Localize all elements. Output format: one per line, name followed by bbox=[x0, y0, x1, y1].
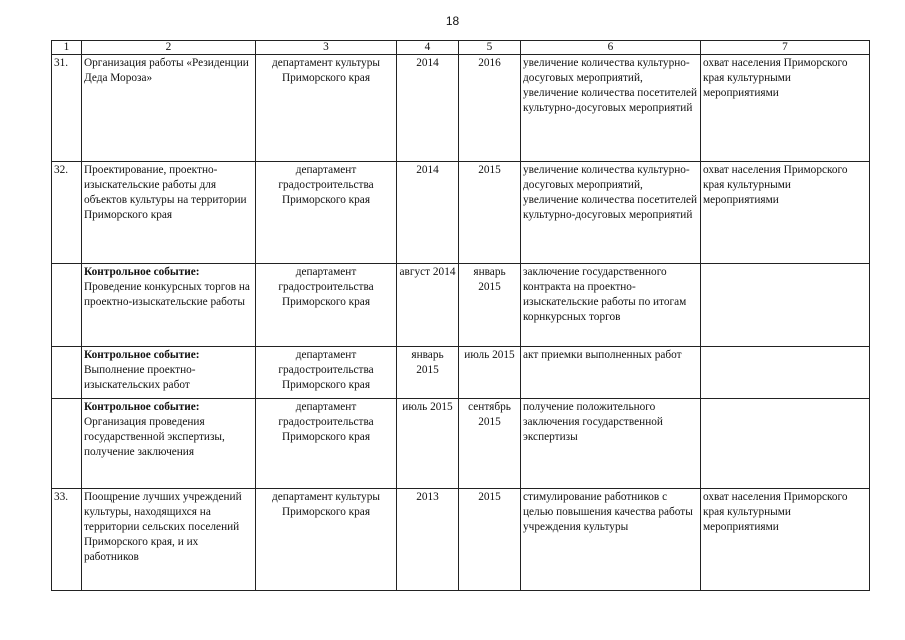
table-row bbox=[52, 55, 870, 162]
responsible-department: департамент культуры Приморского края bbox=[256, 489, 397, 591]
control-event bbox=[82, 264, 256, 347]
header-col-1: 1 bbox=[52, 41, 82, 55]
responsible-department: департамент градостроительства Приморского края bbox=[256, 347, 397, 399]
header-col-4: 4 bbox=[397, 41, 459, 55]
measure-name: Проектирование, проектно-изыскательские работы для объектов культуры на территории Приморского края bbox=[82, 162, 256, 264]
responsible-department: департамент градостроительства Приморского края bbox=[256, 264, 397, 347]
indicator: охват населения Приморского края культурными мероприятиями bbox=[701, 55, 870, 162]
responsible-department: департамент культуры Приморского края bbox=[256, 55, 397, 162]
header-row bbox=[52, 41, 870, 55]
expected-result: получение положительного заключения государственной экспертизы bbox=[521, 399, 701, 489]
expected-result: акт приемки выполненных работ bbox=[521, 347, 701, 399]
indicator bbox=[701, 264, 870, 347]
end-date: 2016 bbox=[459, 55, 521, 162]
control-event bbox=[82, 399, 256, 489]
control-event-text: Выполнение проектно-изыскательских работ bbox=[84, 364, 196, 391]
end-date: январь 2015 bbox=[459, 264, 521, 347]
control-event-text: Организация проведения государственной экспертизы, получение заключения bbox=[84, 416, 225, 458]
table-row bbox=[52, 489, 870, 591]
start-date: 2013 bbox=[397, 489, 459, 591]
table-row bbox=[52, 399, 870, 489]
control-event-label: Контрольное событие: bbox=[84, 266, 200, 278]
indicator: охват населения Приморского края культурными мероприятиями bbox=[701, 489, 870, 591]
end-date: 2015 bbox=[459, 489, 521, 591]
table-row bbox=[52, 162, 870, 264]
row-number bbox=[52, 399, 82, 489]
row-number bbox=[52, 347, 82, 399]
table-row bbox=[52, 264, 870, 347]
row-number: 31. bbox=[52, 55, 82, 162]
header-col-3: 3 bbox=[256, 41, 397, 55]
table-row bbox=[52, 347, 870, 399]
expected-result: увеличение количества культурно-досуговых мероприятий, увеличение количества посетителей культурно-досуговых мероприятий bbox=[521, 162, 701, 264]
row-number bbox=[52, 264, 82, 347]
end-date: сентябрь 2015 bbox=[459, 399, 521, 489]
end-date: 2015 bbox=[459, 162, 521, 264]
indicator bbox=[701, 347, 870, 399]
control-event-label: Контрольное событие: bbox=[84, 401, 200, 413]
start-date: 2014 bbox=[397, 55, 459, 162]
control-event-label: Контрольное событие: bbox=[84, 349, 200, 361]
control-event-text: Проведение конкурсных торгов на проектно-изыскательские работы bbox=[84, 281, 250, 308]
indicator bbox=[701, 399, 870, 489]
measure-name: Поощрение лучших учреждений культуры, находящихся на территории сельских поселений Приморского края, и их работников bbox=[82, 489, 256, 591]
row-number: 33. bbox=[52, 489, 82, 591]
header-col-2: 2 bbox=[82, 41, 256, 55]
start-date: январь 2015 bbox=[397, 347, 459, 399]
start-date: 2014 bbox=[397, 162, 459, 264]
row-number: 32. bbox=[52, 162, 82, 264]
expected-result: увеличение количества культурно-досуговых мероприятий, увеличение количества посетителей культурно-досуговых мероприятий bbox=[521, 55, 701, 162]
end-date: июль 2015 bbox=[459, 347, 521, 399]
expected-result: заключение государственного контракта на проектно-изыскательские работы по итогам корнкурсных торгов bbox=[521, 264, 701, 347]
indicator: охват населения Приморского края культурными мероприятиями bbox=[701, 162, 870, 264]
measure-name: Организация работы «Резиденции Деда Мороза» bbox=[82, 55, 256, 162]
header-col-7: 7 bbox=[701, 41, 870, 55]
page-number: 18 bbox=[445, 14, 460, 28]
measures-table bbox=[51, 40, 870, 591]
responsible-department: департамент градостроительства Приморского края bbox=[256, 162, 397, 264]
start-date: август 2014 bbox=[397, 264, 459, 347]
start-date: июль 2015 bbox=[397, 399, 459, 489]
control-event bbox=[82, 347, 256, 399]
expected-result: стимулирование работников с целью повышения качества работы учреждения культуры bbox=[521, 489, 701, 591]
header-col-6: 6 bbox=[521, 41, 701, 55]
header-col-5: 5 bbox=[459, 41, 521, 55]
responsible-department: департамент градостроительства Приморского края bbox=[256, 399, 397, 489]
